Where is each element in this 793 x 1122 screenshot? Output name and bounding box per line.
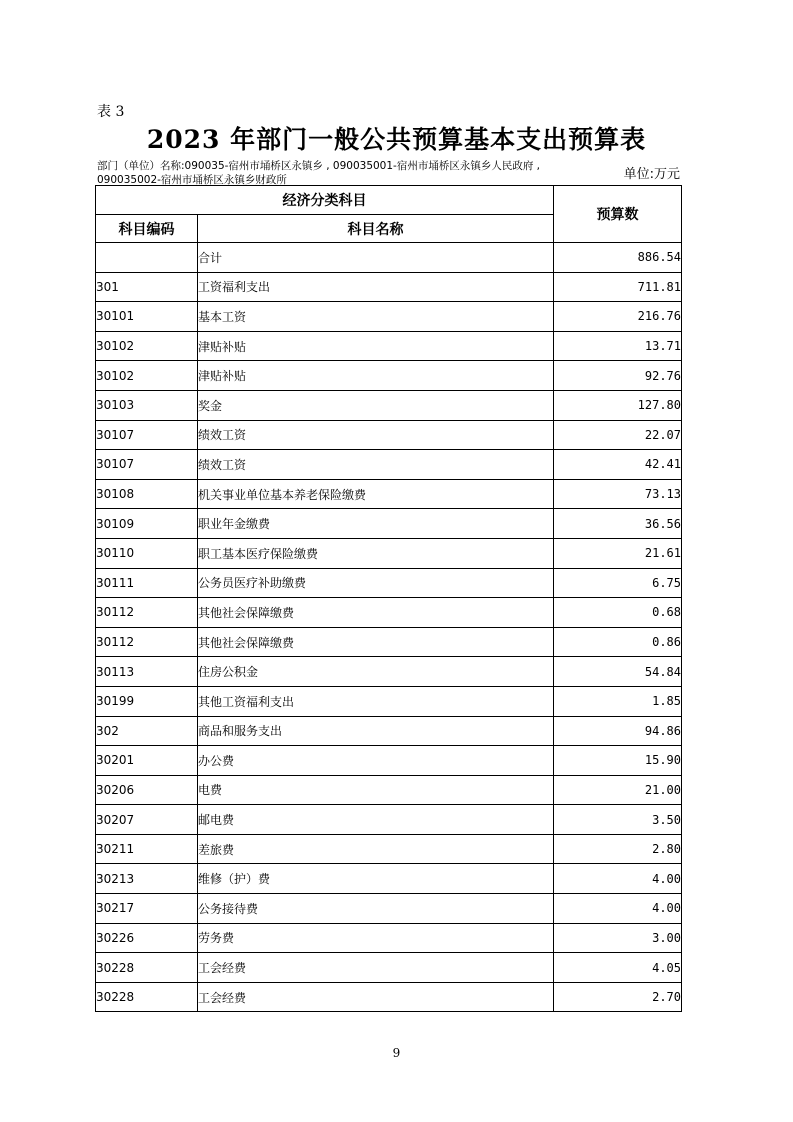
amount-cell: 0.68 bbox=[554, 598, 682, 628]
name-cell: 职工基本医疗保险缴费 bbox=[198, 538, 554, 568]
name-cell: 津贴补贴 bbox=[198, 361, 554, 391]
name-cell: 公务员医疗补助缴费 bbox=[198, 568, 554, 598]
table-row bbox=[96, 302, 682, 332]
table-row bbox=[96, 627, 682, 657]
table-label: 表 3 bbox=[97, 104, 125, 120]
header-econ-category: 经济分类科目 bbox=[96, 186, 554, 215]
table-row bbox=[96, 775, 682, 805]
table-row bbox=[96, 834, 682, 864]
code-cell: 301 bbox=[96, 272, 198, 302]
table-row bbox=[96, 657, 682, 687]
amount-cell: 94.86 bbox=[554, 716, 682, 746]
code-cell: 30226 bbox=[96, 923, 198, 953]
table-row bbox=[96, 243, 682, 273]
name-cell: 维修（护）费 bbox=[198, 864, 554, 894]
code-cell: 30109 bbox=[96, 509, 198, 539]
name-cell: 其他工资福利支出 bbox=[198, 686, 554, 716]
table-row bbox=[96, 746, 682, 776]
amount-cell: 54.84 bbox=[554, 657, 682, 687]
name-cell: 商品和服务支出 bbox=[198, 716, 554, 746]
name-cell: 绩效工资 bbox=[198, 420, 554, 450]
code-cell: 302 bbox=[96, 716, 198, 746]
code-cell: 30108 bbox=[96, 479, 198, 509]
code-cell: 30206 bbox=[96, 775, 198, 805]
code-cell: 30103 bbox=[96, 390, 198, 420]
table-row bbox=[96, 953, 682, 983]
table-row bbox=[96, 805, 682, 835]
amount-cell: 92.76 bbox=[554, 361, 682, 391]
code-cell: 30107 bbox=[96, 420, 198, 450]
name-cell: 公务接待费 bbox=[198, 894, 554, 924]
amount-cell: 36.56 bbox=[554, 509, 682, 539]
amount-cell: 127.80 bbox=[554, 390, 682, 420]
name-cell: 差旅费 bbox=[198, 834, 554, 864]
name-cell: 其他社会保障缴费 bbox=[198, 627, 554, 657]
amount-cell: 4.00 bbox=[554, 864, 682, 894]
code-cell: 30199 bbox=[96, 686, 198, 716]
code-cell: 30228 bbox=[96, 953, 198, 983]
table-row bbox=[96, 894, 682, 924]
amount-cell: 711.81 bbox=[554, 272, 682, 302]
table-row bbox=[96, 716, 682, 746]
amount-cell: 42.41 bbox=[554, 450, 682, 480]
amount-cell: 3.50 bbox=[554, 805, 682, 835]
name-cell: 绩效工资 bbox=[198, 450, 554, 480]
name-cell: 办公费 bbox=[198, 746, 554, 776]
table-row bbox=[96, 390, 682, 420]
table-row bbox=[96, 361, 682, 391]
header-code: 科目编码 bbox=[96, 215, 198, 243]
code-cell: 30228 bbox=[96, 982, 198, 1012]
code-cell: 30112 bbox=[96, 598, 198, 628]
code-cell: 30102 bbox=[96, 361, 198, 391]
table-row bbox=[96, 538, 682, 568]
table-row bbox=[96, 982, 682, 1012]
amount-cell: 6.75 bbox=[554, 568, 682, 598]
amount-cell: 13.71 bbox=[554, 331, 682, 361]
name-cell: 职业年金缴费 bbox=[198, 509, 554, 539]
amount-cell: 3.00 bbox=[554, 923, 682, 953]
table-row bbox=[96, 598, 682, 628]
table-row bbox=[96, 864, 682, 894]
code-cell: 30112 bbox=[96, 627, 198, 657]
code-cell: 30217 bbox=[96, 894, 198, 924]
code-cell: 30110 bbox=[96, 538, 198, 568]
amount-cell: 4.00 bbox=[554, 894, 682, 924]
amount-cell: 216.76 bbox=[554, 302, 682, 332]
amount-cell: 21.61 bbox=[554, 538, 682, 568]
page-title: 2023 年部门一般公共预算基本支出预算表 bbox=[146, 125, 647, 154]
amount-cell: 2.70 bbox=[554, 982, 682, 1012]
table-row bbox=[96, 568, 682, 598]
code-cell: 30111 bbox=[96, 568, 198, 598]
code-cell: 30107 bbox=[96, 450, 198, 480]
table-row bbox=[96, 479, 682, 509]
name-cell: 其他社会保障缴费 bbox=[198, 598, 554, 628]
table-row bbox=[96, 923, 682, 953]
code-cell: 30207 bbox=[96, 805, 198, 835]
code-cell: 30101 bbox=[96, 302, 198, 332]
header-name: 科目名称 bbox=[198, 215, 554, 243]
code-cell: 30211 bbox=[96, 834, 198, 864]
amount-cell: 2.80 bbox=[554, 834, 682, 864]
table-row bbox=[96, 420, 682, 450]
table-row bbox=[96, 686, 682, 716]
budget-table bbox=[95, 185, 682, 1012]
name-cell: 邮电费 bbox=[198, 805, 554, 835]
amount-cell: 886.54 bbox=[554, 243, 682, 273]
code-cell bbox=[96, 243, 198, 273]
table-row bbox=[96, 450, 682, 480]
amount-cell: 4.05 bbox=[554, 953, 682, 983]
table-row bbox=[96, 509, 682, 539]
amount-cell: 1.85 bbox=[554, 686, 682, 716]
code-cell: 30113 bbox=[96, 657, 198, 687]
name-cell: 工会经费 bbox=[198, 982, 554, 1012]
table-row bbox=[96, 272, 682, 302]
amount-cell: 22.07 bbox=[554, 420, 682, 450]
name-cell: 工会经费 bbox=[198, 953, 554, 983]
code-cell: 30201 bbox=[96, 746, 198, 776]
name-cell: 工资福利支出 bbox=[198, 272, 554, 302]
table-row bbox=[96, 331, 682, 361]
department-line-2: 090035002-宿州市埇桥区永镇乡财政所 bbox=[97, 174, 287, 186]
name-cell: 合计 bbox=[198, 243, 554, 273]
name-cell: 机关事业单位基本养老保险缴费 bbox=[198, 479, 554, 509]
amount-cell: 73.13 bbox=[554, 479, 682, 509]
unit-label: 单位:万元 bbox=[623, 167, 680, 182]
department-line-1: 部门（单位）名称:090035-宿州市埇桥区永镇乡 , 090035001-宿州市埇桥区永镇乡人民政府 , bbox=[97, 160, 541, 172]
header-amount: 预算数 bbox=[554, 186, 682, 243]
name-cell: 基本工资 bbox=[198, 302, 554, 332]
code-cell: 30102 bbox=[96, 331, 198, 361]
name-cell: 住房公积金 bbox=[198, 657, 554, 687]
name-cell: 劳务费 bbox=[198, 923, 554, 953]
name-cell: 电费 bbox=[198, 775, 554, 805]
name-cell: 奖金 bbox=[198, 390, 554, 420]
amount-cell: 21.00 bbox=[554, 775, 682, 805]
page-number: 9 bbox=[392, 1046, 401, 1060]
amount-cell: 0.86 bbox=[554, 627, 682, 657]
name-cell: 津贴补贴 bbox=[198, 331, 554, 361]
amount-cell: 15.90 bbox=[554, 746, 682, 776]
code-cell: 30213 bbox=[96, 864, 198, 894]
